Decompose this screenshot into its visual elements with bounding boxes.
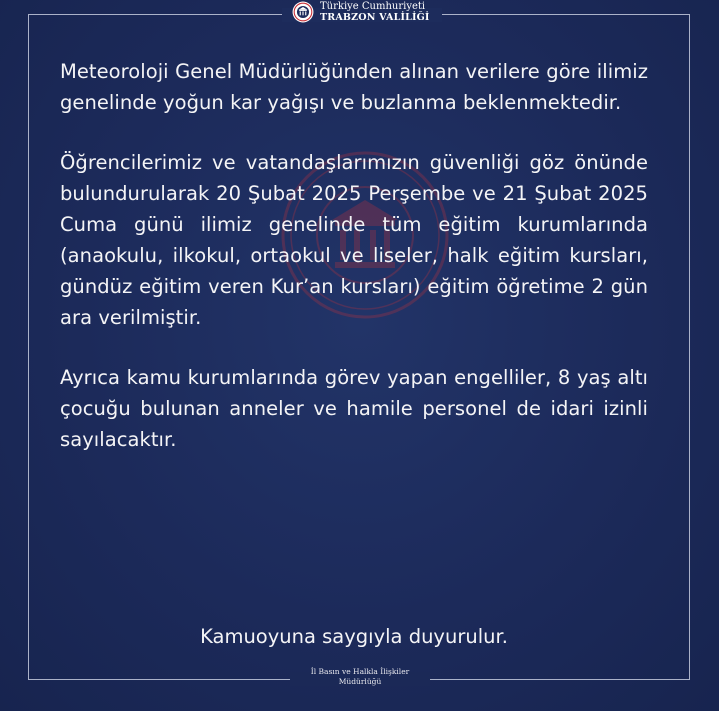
footer-line1: İl Basın ve Halkla İlişkiler xyxy=(310,667,410,676)
closing-statement: Kamuoyuna saygıyla duyurulur. xyxy=(200,625,508,648)
paragraph-administrative-leave: Ayrıca kamu kurumlarında görev yapan engelliler, 8 yaş altı çocuğu bulunan anneler ve hamile personel de idari izinli sayılacaktır. xyxy=(60,366,648,451)
header-logo xyxy=(292,0,442,24)
header-country: Türkiye Cumhuriyeti xyxy=(320,1,426,12)
footer-line2: Müdürlüğü xyxy=(338,677,382,686)
announcement-body xyxy=(60,56,648,484)
paragraph-weather: Meteoroloji Genel Müdürlüğünden alınan verilere göre ilimiz genelinde yoğun kar yağışı ve buzlanma beklenmektedir. xyxy=(60,60,648,114)
header-institution: TRABZON VALİLİĞİ xyxy=(320,12,430,23)
paragraph-school-closure: Öğrencilerimiz ve vatandaşlarımızın güvenliği göz önünde bulundurularak 20 Şubat 2025 Perşembe ve 21 Şubat 2025 Cuma günü ilimiz genelinde tüm eğitim kurumlarında (anaokulu, ilkokul, ortaokul ve liseler, halk eğitim kursları, gündüz eğitim veren Kur’an kursları) eğitim öğretime 2 gün ara verilmiştir. xyxy=(60,151,648,329)
governorship-seal-icon xyxy=(292,1,314,23)
footer-signature xyxy=(280,667,440,687)
